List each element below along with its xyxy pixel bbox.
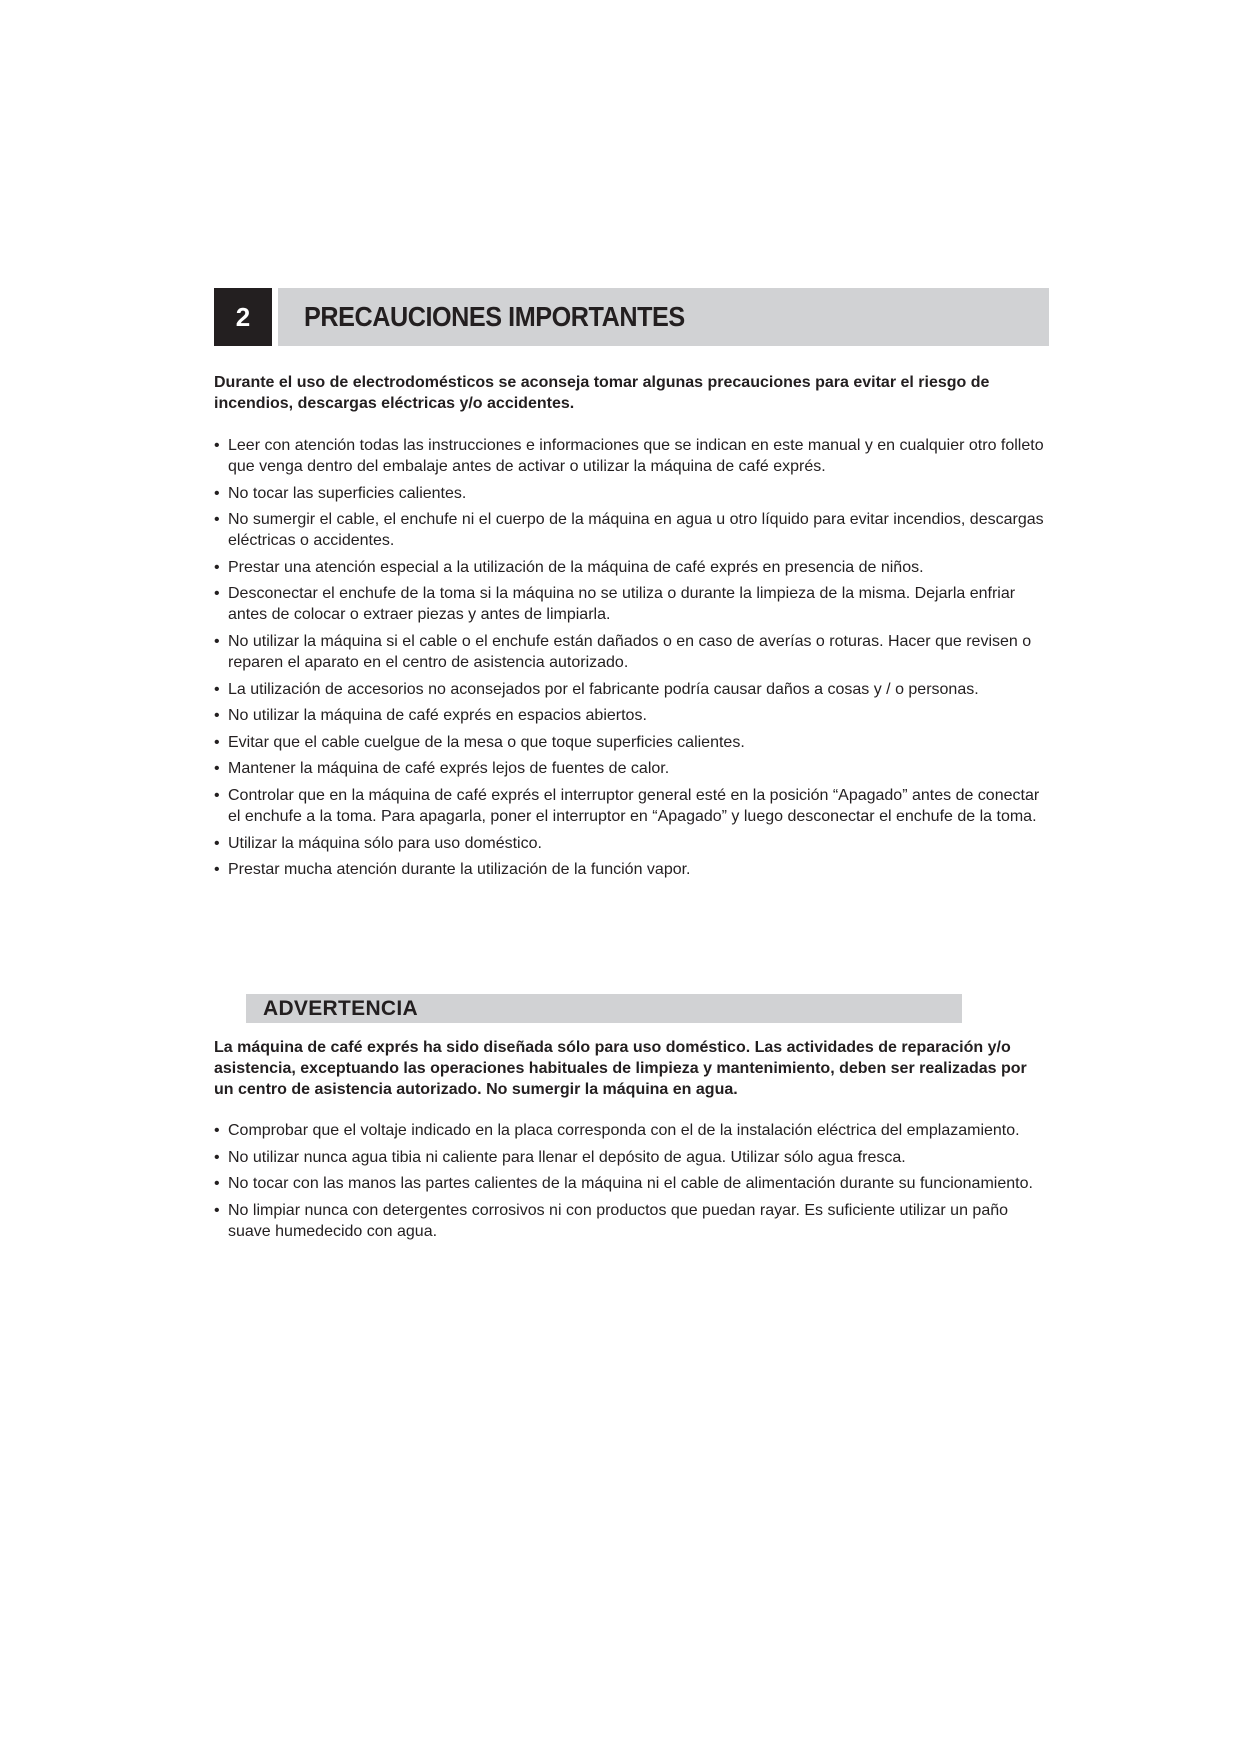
list-item-text: Prestar mucha atención durante la utilización de la función vapor. [228, 861, 691, 879]
list-item [214, 1147, 1044, 1168]
list-item-text: Evitar que el cable cuelgue de la mesa o que toque superficies calientes. [228, 733, 745, 751]
list-item [214, 435, 1044, 477]
list-item [214, 557, 1044, 578]
list-item [214, 705, 1044, 726]
bullet-icon: • [214, 437, 220, 454]
bullet-icon: • [214, 511, 220, 529]
bullet-icon: • [214, 760, 220, 778]
list-item-text: No tocar con las manos las partes calientes de la máquina ni el cable de alimentación durante su funcionamiento. [228, 1175, 1033, 1193]
warning-header [246, 994, 962, 1023]
section-title: PRECAUCIONES IMPORTANTES [304, 301, 685, 332]
list-item-text: Mantener la máquina de café exprés lejos de fuentes de calor. [228, 760, 670, 778]
section-title-bar [278, 288, 1049, 346]
list-item-text: Leer con atención todas las instrucciones e informaciones que se indican en este manual y en cualquier otro folleto que venga dentro del embalaje antes de activar o utilizar la máquina de café exprés. [228, 437, 1044, 475]
bullet-icon: • [214, 558, 220, 576]
list-item-text: No limpiar nunca con detergentes corrosivos ni con productos que puedan rayar. Es suficiente utilizar un paño suave humedecido con agua. [228, 1201, 1009, 1240]
bullet-icon: • [214, 484, 220, 502]
warning-list [214, 1120, 1044, 1247]
section-header [214, 288, 1049, 346]
list-item-text: Desconectar el enchufe de la toma si la máquina no se utiliza o durante la limpieza de la misma. Dejarla enfriar antes de colocar o extraer piezas y antes de limpiarla. [228, 585, 1016, 624]
bullet-icon: • [214, 1148, 220, 1166]
list-item-text: Controlar que en la máquina de café exprés el interruptor general esté en la posición “Apagado” antes de conectar el enchufe a la toma. Para apagarla, poner el interruptor en “Apagado” y luego desconectar el enchufe de la toma. [228, 786, 1040, 825]
list-item [214, 483, 1044, 504]
bullet-icon: • [214, 632, 220, 650]
list-item-text: Utilizar la máquina sólo para uso doméstico. [228, 834, 542, 852]
bullet-icon: • [214, 834, 220, 852]
section-number: 2 [214, 288, 272, 346]
bullet-icon: • [214, 680, 220, 698]
list-item-text: No utilizar la máquina de café exprés en espacios abiertos. [228, 707, 647, 725]
list-item-text: Prestar una atención especial a la utilización de la máquina de café exprés en presencia de niños. [228, 558, 924, 576]
bullet-icon: • [214, 733, 220, 751]
bullet-icon: • [214, 585, 220, 603]
list-item-text: No utilizar nunca agua tibia ni caliente para llenar el depósito de agua. Utilizar sólo agua fresca. [228, 1148, 906, 1166]
list-item-text: Comprobar que el voltaje indicado en la placa corresponda con el de la instalación eléctrica del emplazamiento. [228, 1122, 1020, 1139]
list-item [214, 785, 1044, 827]
precautions-list [214, 435, 1044, 886]
list-item-text: No utilizar la máquina si el cable o el enchufe están dañados o en caso de averías o roturas. Hacer que revisen o reparen el aparato en el centro de asistencia autorizado. [228, 632, 1032, 671]
list-item [214, 679, 1044, 700]
warning-title: ADVERTENCIA [263, 996, 418, 1020]
list-item [214, 509, 1044, 551]
list-item [214, 732, 1044, 753]
warning-intro-paragraph: La máquina de café exprés ha sido diseñada sólo para uso doméstico. Las actividades de reparación y/o asistencia, exceptuando las operaciones habituales de limpieza y mantenimiento, deben ser realizadas por un centro de asistencia autorizado. No sumergir la máquina en agua. [214, 1039, 1027, 1098]
bullet-icon: • [214, 1175, 220, 1193]
list-item [214, 631, 1044, 673]
list-item-text: No sumergir el cable, el enchufe ni el cuerpo de la máquina en agua u otro líquido para evitar incendios, descargas eléctricas o accidentes. [228, 511, 1044, 550]
list-item [214, 1120, 1044, 1141]
list-item [214, 859, 1044, 880]
bullet-icon: • [214, 786, 220, 804]
list-item [214, 758, 1044, 779]
bullet-icon: • [214, 1122, 220, 1139]
list-item-text: No tocar las superficies calientes. [228, 484, 467, 502]
bullet-icon: • [214, 861, 220, 879]
intro-paragraph: Durante el uso de electrodomésticos se aconseja tomar algunas precauciones para evitar el riesgo de incendios, descargas eléctricas y/o accidentes. [214, 374, 990, 412]
list-item [214, 583, 1044, 625]
bullet-icon: • [214, 707, 220, 725]
list-item [214, 1173, 1044, 1194]
list-item-text: La utilización de accesorios no aconsejados por el fabricante podría causar daños a cosas y / o personas. [228, 680, 979, 698]
list-item [214, 833, 1044, 854]
bullet-icon: • [214, 1201, 220, 1219]
list-item [214, 1200, 1044, 1242]
